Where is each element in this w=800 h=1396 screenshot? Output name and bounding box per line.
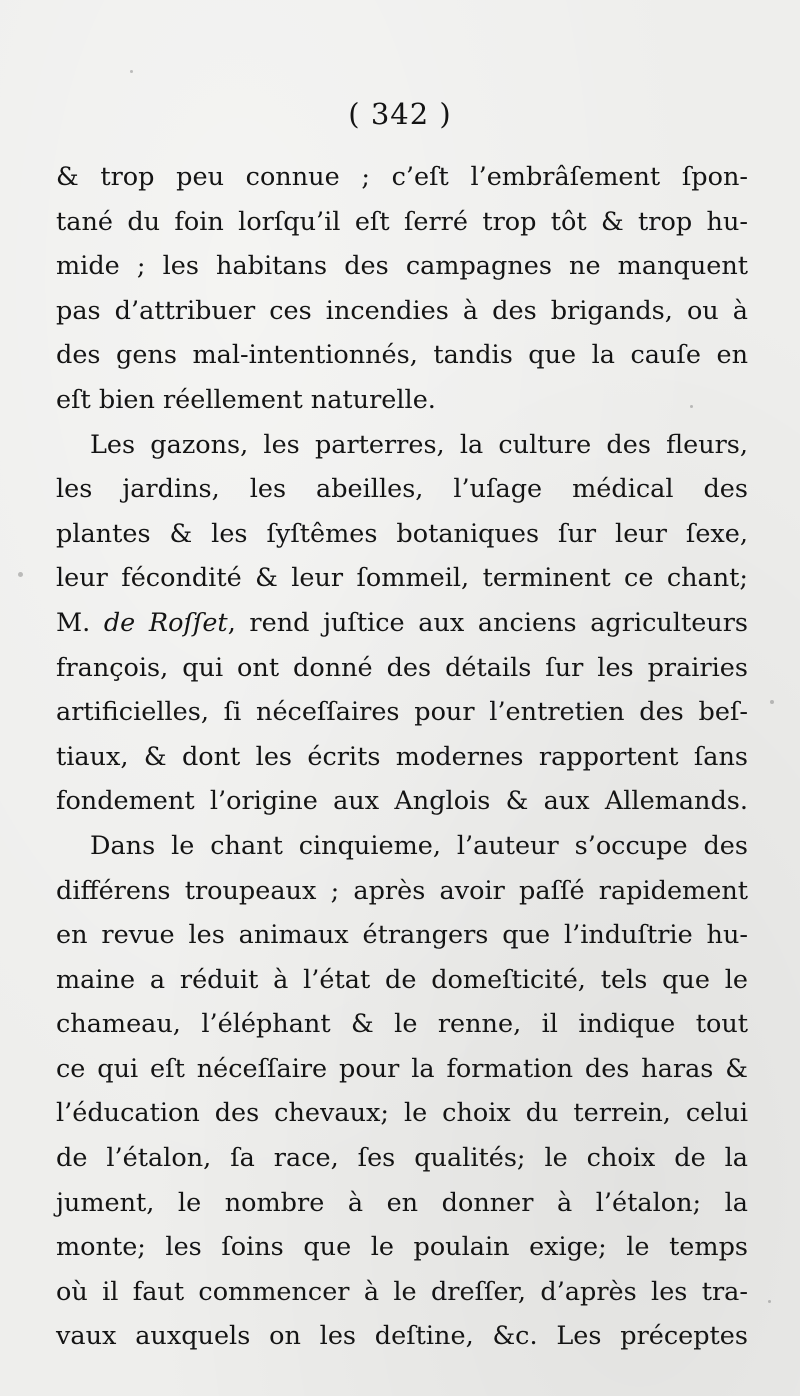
text-line-27: vaux auxquels on les deſtine, &c. Les préceptes xyxy=(56,1321,748,1352)
paper-speck xyxy=(690,405,693,408)
text-line-2: tané du foin lorſqu’il eſt ſerré trop tôt & trop hu- xyxy=(56,206,748,237)
text-line-1: & trop peu connue ; c’eſt l’embrâſement ſpon- xyxy=(56,162,748,192)
text-line-11 xyxy=(56,601,748,646)
text-line-25: monte; les ſoins que le poulain exige; le temps xyxy=(56,1232,748,1263)
text-line-6: eſt bien réellement naturelle. xyxy=(56,384,436,415)
text-line-19: maine a réduit à l’état de domeſticité, tels que le xyxy=(56,964,748,995)
text-line-18: en revue les animaux étrangers que l’induſtrie hu- xyxy=(56,920,748,951)
text-line-21: ce qui eſt néceſſaire pour la formation des haras & xyxy=(56,1053,748,1084)
body-text xyxy=(56,155,748,1359)
text-line-9: plantes & les ſyſtêmes botaniques ſur leur ſexe, xyxy=(56,518,748,549)
text-line-20: chameau, l’éléphant & le renne, il indique tout xyxy=(56,1009,748,1040)
text-line-10: leur fécondité & leur ſommeil, terminent ce chant; xyxy=(56,563,748,594)
text-line-3: mide ; les habitans des campagnes ne manquent xyxy=(56,251,748,282)
author-name-italic: de Roſſet xyxy=(103,607,228,638)
text-line-15: fondement l’origine aux Anglois & aux Allemands. xyxy=(56,786,748,817)
paper-speck xyxy=(18,572,23,577)
text-line-16: Dans le chant cinquieme, l’auteur s’occupe des xyxy=(90,830,748,861)
paper-speck xyxy=(130,70,133,73)
text-line-12: françois, qui ont donné des détails ſur les prairies xyxy=(56,652,748,683)
text-line-7: Les gazons, les parterres, la culture des fleurs, xyxy=(90,429,748,460)
page-number: ( 342 ) xyxy=(348,97,452,131)
paper-speck xyxy=(770,700,774,704)
text-line-4: pas d’attribuer ces incendies à des brigands, ou à xyxy=(56,295,748,326)
text-line-24: jument, le nombre à en donner à l’étalon; la xyxy=(56,1187,748,1218)
text-line-23: de l’étalon, ſa race, ſes qualités; le choix de la xyxy=(56,1143,748,1174)
text-line-13: artificielles, ſi néceſſaires pour l’entretien des beſ- xyxy=(56,697,748,728)
text-line-14: tiaux, & dont les écrits modernes rapportent ſans xyxy=(56,741,748,772)
text-line-5: des gens mal-intentionnés, tandis que la cauſe en xyxy=(56,340,748,371)
paper-speck xyxy=(768,1300,771,1303)
text-line-8: les jardins, les abeilles, l’uſage médical des xyxy=(56,474,748,505)
text-line-11-suffix: , rend juſtice aux anciens agriculteurs xyxy=(227,607,748,638)
text-line-22: l’éducation des chevaux; le choix du terrein, celui xyxy=(56,1098,748,1129)
text-line-17: différens troupeaux ; après avoir paſſé rapidement xyxy=(56,875,748,906)
text-line-11-prefix: M. xyxy=(56,607,104,638)
text-line-26: où il faut commencer à le dreſſer, d’après les tra- xyxy=(56,1276,748,1307)
